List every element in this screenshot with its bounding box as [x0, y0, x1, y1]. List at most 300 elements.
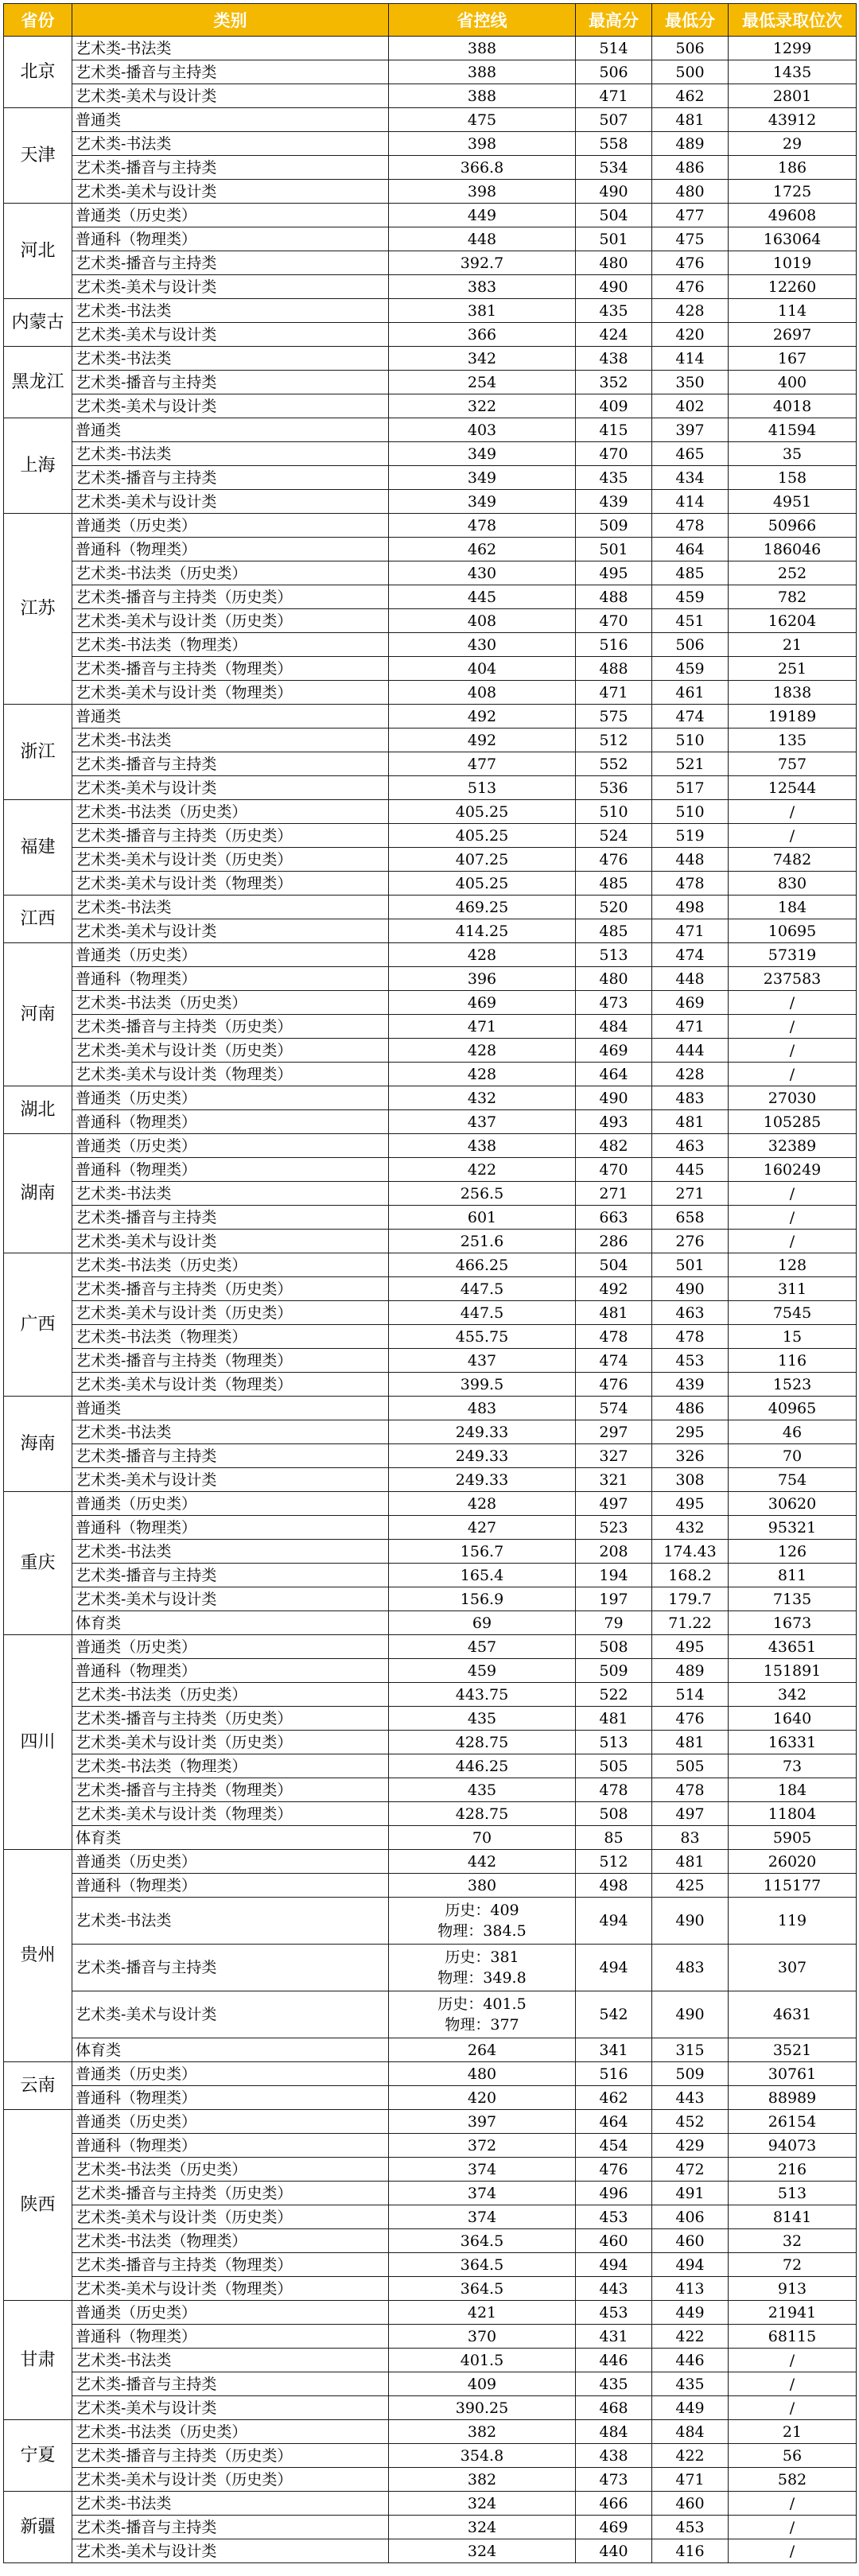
max-score-cell: 435 — [576, 2372, 652, 2396]
max-score-cell: 490 — [576, 275, 652, 299]
control-line-cell: 366.8 — [389, 156, 576, 180]
max-score-cell: 321 — [576, 1468, 652, 1492]
category-cell: 艺术类-美术与设计类 — [72, 394, 389, 418]
control-line-cell: 428.75 — [389, 1731, 576, 1754]
category-cell: 艺术类-播音与主持类（历史类） — [72, 2444, 389, 2468]
min-score-cell: 308 — [652, 1468, 729, 1492]
table-row — [4, 108, 857, 132]
control-line-cell: 422 — [389, 1158, 576, 1182]
category-cell: 艺术类-播音与主持类 — [72, 1564, 389, 1587]
control-line-cell: 409 — [389, 2372, 576, 2396]
min-rank-cell: 29 — [729, 132, 857, 156]
control-line-cell: 435 — [389, 1707, 576, 1731]
category-cell: 普通科（物理类） — [72, 1659, 389, 1683]
table-row — [4, 1253, 857, 1277]
category-cell: 艺术类-书法类（历史类） — [72, 561, 389, 585]
max-score-cell: 485 — [576, 919, 652, 943]
category-cell: 艺术类-美术与设计类（历史类） — [72, 2205, 389, 2229]
province-cell: 甘肃 — [4, 2301, 72, 2420]
control-line-cell: 513 — [389, 776, 576, 800]
table-row — [4, 848, 857, 872]
min-rank-cell: 5905 — [729, 1826, 857, 1850]
table-row — [4, 1444, 857, 1468]
category-cell: 普通类 — [72, 108, 389, 132]
category-cell: 艺术类-美术与设计类 — [72, 776, 389, 800]
control-line-cell: 374 — [389, 2205, 576, 2229]
min-rank-cell: 7545 — [729, 1301, 857, 1325]
control-line-cell: 354.8 — [389, 2444, 576, 2468]
control-line-cell: 443.75 — [389, 1683, 576, 1707]
max-score-cell: 435 — [576, 466, 652, 490]
province-cell: 湖南 — [4, 1134, 72, 1253]
max-score-cell: 208 — [576, 1540, 652, 1564]
min-score-cell: 484 — [652, 2420, 729, 2444]
max-score-cell: 495 — [576, 561, 652, 585]
table-row — [4, 2086, 857, 2110]
category-cell: 艺术类-书法类 — [72, 2492, 389, 2516]
min-score-cell: 519 — [652, 824, 729, 848]
min-score-cell: 509 — [652, 2062, 729, 2086]
table-row — [4, 633, 857, 657]
category-cell: 艺术类-书法类（历史类） — [72, 1683, 389, 1707]
max-score-cell: 509 — [576, 514, 652, 538]
control-line-cell: 156.7 — [389, 1540, 576, 1564]
min-rank-cell: 2801 — [729, 84, 857, 108]
max-score-cell: 453 — [576, 2301, 652, 2325]
min-rank-cell: 237583 — [729, 967, 857, 991]
category-cell: 艺术类-美术与设计类 — [72, 84, 389, 108]
max-score-cell: 197 — [576, 1587, 652, 1611]
min-score-cell: 478 — [652, 1325, 729, 1349]
control-line-cell: 469 — [389, 991, 576, 1015]
control-line-cell: 382 — [389, 2468, 576, 2492]
control-line-cell: 403 — [389, 418, 576, 442]
table-row — [4, 1945, 857, 1991]
min-score-cell: 432 — [652, 1516, 729, 1540]
min-score-cell: 397 — [652, 418, 729, 442]
table-row — [4, 1373, 857, 1397]
min-rank-cell: 19189 — [729, 705, 857, 729]
category-cell: 艺术类-播音与主持类（物理类） — [72, 1349, 389, 1373]
province-cell: 贵州 — [4, 1850, 72, 2062]
table-row — [4, 204, 857, 227]
control-line-cell: 408 — [389, 609, 576, 633]
category-cell: 艺术类-美术与设计类（历史类） — [72, 1301, 389, 1325]
min-score-cell: 474 — [652, 705, 729, 729]
max-score-cell: 508 — [576, 1802, 652, 1826]
max-score-cell: 194 — [576, 1564, 652, 1587]
control-line-cell: 396 — [389, 967, 576, 991]
control-line-cell: 437 — [389, 1110, 576, 1134]
min-rank-cell: / — [729, 2492, 857, 2516]
min-rank-cell: 57319 — [729, 943, 857, 967]
category-cell: 普通科（物理类） — [72, 2086, 389, 2110]
category-cell: 艺术类-书法类（物理类） — [72, 2229, 389, 2253]
max-score-cell: 498 — [576, 1874, 652, 1898]
category-cell: 普通类 — [72, 1397, 389, 1420]
category-cell: 艺术类-美术与设计类（物理类） — [72, 2277, 389, 2301]
category-cell: 普通类 — [72, 705, 389, 729]
table-row — [4, 729, 857, 752]
table-row — [4, 1063, 857, 1086]
category-cell: 艺术类-书法类 — [72, 2349, 389, 2372]
min-score-cell: 459 — [652, 585, 729, 609]
category-cell: 艺术类-美术与设计类 — [72, 1230, 389, 1253]
max-score-cell: 552 — [576, 752, 652, 776]
max-score-cell: 454 — [576, 2134, 652, 2158]
control-line-cell: 462 — [389, 538, 576, 561]
table-row — [4, 1492, 857, 1516]
category-cell: 艺术类-书法类（历史类） — [72, 800, 389, 824]
control-line-cell: 398 — [389, 132, 576, 156]
min-rank-cell: / — [729, 1230, 857, 1253]
table-row — [4, 275, 857, 299]
category-cell: 普通类（历史类） — [72, 204, 389, 227]
min-score-cell: 471 — [652, 1015, 729, 1039]
table-row — [4, 2277, 857, 2301]
min-score-cell: 413 — [652, 2277, 729, 2301]
min-score-cell: 448 — [652, 848, 729, 872]
table-row — [4, 585, 857, 609]
min-rank-cell: / — [729, 2516, 857, 2539]
table-body — [4, 37, 857, 2563]
table-row — [4, 2372, 857, 2396]
category-cell: 艺术类-书法类 — [72, 729, 389, 752]
control-line-cell: 364.5 — [389, 2277, 576, 2301]
category-cell: 艺术类-书法类（历史类） — [72, 2158, 389, 2182]
min-rank-cell: 167 — [729, 347, 857, 371]
min-score-cell: 350 — [652, 371, 729, 394]
min-rank-cell: 15 — [729, 1325, 857, 1349]
table-row — [4, 1015, 857, 1039]
min-score-cell: 490 — [652, 1991, 729, 2038]
control-line-cell: 428 — [389, 943, 576, 967]
control-line-cell: 390.25 — [389, 2396, 576, 2420]
max-score-cell: 490 — [576, 1086, 652, 1110]
control-line-cell: 459 — [389, 1659, 576, 1683]
category-cell: 艺术类-书法类 — [72, 299, 389, 323]
table-row — [4, 1134, 857, 1158]
control-line-cell: 370 — [389, 2325, 576, 2349]
control-line-cell: 264 — [389, 2038, 576, 2062]
max-score-cell: 297 — [576, 1420, 652, 1444]
category-cell: 艺术类-播音与主持类（历史类） — [72, 585, 389, 609]
table-row — [4, 2492, 857, 2516]
min-score-cell: 168.2 — [652, 1564, 729, 1587]
min-score-cell: 486 — [652, 1397, 729, 1420]
min-rank-cell: 1019 — [729, 251, 857, 275]
max-score-cell: 536 — [576, 776, 652, 800]
max-score-cell: 524 — [576, 824, 652, 848]
control-line-cell: 322 — [389, 394, 576, 418]
min-score-cell: 481 — [652, 108, 729, 132]
control-line-cell: 480 — [389, 2062, 576, 2086]
table-row — [4, 776, 857, 800]
control-line-physics: 物理：384.5 — [437, 1922, 527, 1940]
table-row — [4, 919, 857, 943]
table-row — [4, 2539, 857, 2563]
table-row — [4, 2158, 857, 2182]
min-rank-cell: / — [729, 1182, 857, 1206]
min-rank-cell: 11804 — [729, 1802, 857, 1826]
min-rank-cell: 186046 — [729, 538, 857, 561]
min-score-cell: 506 — [652, 633, 729, 657]
max-score-cell: 494 — [576, 1945, 652, 1991]
table-row — [4, 967, 857, 991]
control-line-cell: 404 — [389, 657, 576, 681]
max-score-cell: 438 — [576, 347, 652, 371]
province-cell: 天津 — [4, 108, 72, 204]
control-line-cell: 420 — [389, 2086, 576, 2110]
min-rank-cell: 30761 — [729, 2062, 857, 2086]
table-row — [4, 657, 857, 681]
min-rank-cell: 135 — [729, 729, 857, 752]
min-rank-cell: 32389 — [729, 1134, 857, 1158]
category-cell: 艺术类-美术与设计类 — [72, 1468, 389, 1492]
max-score-cell: 462 — [576, 2086, 652, 2110]
min-score-cell: 295 — [652, 1420, 729, 1444]
control-line-cell: 70 — [389, 1826, 576, 1850]
max-score-cell: 470 — [576, 1158, 652, 1182]
category-cell: 普通类（历史类） — [72, 1635, 389, 1659]
min-rank-cell: 4631 — [729, 1991, 857, 2038]
max-score-cell: 438 — [576, 2444, 652, 2468]
table-row — [4, 37, 857, 60]
min-rank-cell: 8141 — [729, 2205, 857, 2229]
min-score-cell: 452 — [652, 2110, 729, 2134]
min-rank-cell: 95321 — [729, 1516, 857, 1540]
category-cell: 普通类（历史类） — [72, 1134, 389, 1158]
min-rank-cell: / — [729, 1015, 857, 1039]
min-rank-cell: 115177 — [729, 1874, 857, 1898]
min-rank-cell: 32 — [729, 2229, 857, 2253]
max-score-cell: 424 — [576, 323, 652, 347]
control-line-cell: 380 — [389, 1874, 576, 1898]
max-score-cell: 574 — [576, 1397, 652, 1420]
min-score-cell: 83 — [652, 1826, 729, 1850]
min-score-cell: 174.43 — [652, 1540, 729, 1564]
category-cell: 普通类（历史类） — [72, 943, 389, 967]
province-cell: 江西 — [4, 896, 72, 943]
min-score-cell: 476 — [652, 275, 729, 299]
category-cell: 艺术类-播音与主持类（历史类） — [72, 824, 389, 848]
min-score-cell: 517 — [652, 776, 729, 800]
min-score-cell: 428 — [652, 1063, 729, 1086]
table-row — [4, 538, 857, 561]
category-cell: 艺术类-播音与主持类（物理类） — [72, 2253, 389, 2277]
min-rank-cell: / — [729, 800, 857, 824]
table-row — [4, 1349, 857, 1373]
min-rank-cell: 163064 — [729, 227, 857, 251]
min-score-cell: 414 — [652, 490, 729, 514]
table-row — [4, 1182, 857, 1206]
table-row — [4, 2468, 857, 2492]
category-cell: 艺术类-播音与主持类 — [72, 60, 389, 84]
max-score-cell: 439 — [576, 490, 652, 514]
min-rank-cell: 184 — [729, 896, 857, 919]
min-rank-cell: 4018 — [729, 394, 857, 418]
table-row — [4, 800, 857, 824]
control-line-cell: 401.5 — [389, 2349, 576, 2372]
min-rank-cell: 10695 — [729, 919, 857, 943]
control-line-cell: 414.25 — [389, 919, 576, 943]
table-row — [4, 1898, 857, 1945]
min-score-cell: 459 — [652, 657, 729, 681]
table-row — [4, 2516, 857, 2539]
min-rank-cell: / — [729, 991, 857, 1015]
control-line-cell: 405.25 — [389, 824, 576, 848]
max-score-cell: 415 — [576, 418, 652, 442]
control-line-cell: 374 — [389, 2158, 576, 2182]
table-row — [4, 2253, 857, 2277]
max-score-cell: 523 — [576, 1516, 652, 1540]
admission-score-table — [3, 3, 857, 2563]
category-cell: 艺术类-书法类 — [72, 1540, 389, 1564]
min-score-cell: 481 — [652, 1731, 729, 1754]
min-score-cell: 315 — [652, 2038, 729, 2062]
max-score-cell: 496 — [576, 2182, 652, 2205]
control-line-cell: 388 — [389, 60, 576, 84]
min-score-cell: 506 — [652, 37, 729, 60]
category-cell: 体育类 — [72, 2038, 389, 2062]
min-score-cell: 439 — [652, 1373, 729, 1397]
max-score-cell: 352 — [576, 371, 652, 394]
table-row — [4, 323, 857, 347]
table-row — [4, 2134, 857, 2158]
table-row — [4, 1158, 857, 1182]
min-score-cell: 463 — [652, 1301, 729, 1325]
min-rank-cell: 158 — [729, 466, 857, 490]
max-score-cell: 478 — [576, 1778, 652, 1802]
max-score-cell: 507 — [576, 108, 652, 132]
max-score-cell: 435 — [576, 299, 652, 323]
category-cell: 艺术类-美术与设计类 — [72, 1991, 389, 2038]
max-score-cell: 663 — [576, 1206, 652, 1230]
min-score-cell: 501 — [652, 1253, 729, 1277]
table-row — [4, 752, 857, 776]
category-cell: 艺术类-美术与设计类 — [72, 323, 389, 347]
min-score-cell: 500 — [652, 60, 729, 84]
control-line-cell: 428.75 — [389, 1802, 576, 1826]
min-rank-cell: 4951 — [729, 490, 857, 514]
table-row — [4, 705, 857, 729]
max-score-cell: 466 — [576, 2492, 652, 2516]
max-score-cell: 473 — [576, 991, 652, 1015]
max-score-cell: 509 — [576, 1659, 652, 1683]
table-row — [4, 1086, 857, 1110]
control-line-cell: 466.25 — [389, 1253, 576, 1277]
min-rank-cell: / — [729, 1206, 857, 1230]
control-line-cell: 324 — [389, 2492, 576, 2516]
max-score-cell: 512 — [576, 729, 652, 752]
max-score-cell: 488 — [576, 585, 652, 609]
category-cell: 普通类（历史类） — [72, 1086, 389, 1110]
table-row — [4, 1778, 857, 1802]
category-cell: 艺术类-美术与设计类（历史类） — [72, 1731, 389, 1754]
category-cell: 艺术类-书法类 — [72, 1182, 389, 1206]
min-rank-cell: 73 — [729, 1754, 857, 1778]
min-score-cell: 406 — [652, 2205, 729, 2229]
category-cell: 艺术类-播音与主持类 — [72, 752, 389, 776]
min-rank-cell: 43651 — [729, 1635, 857, 1659]
table-row — [4, 561, 857, 585]
min-score-cell: 476 — [652, 1707, 729, 1731]
table-row — [4, 60, 857, 84]
table-row — [4, 347, 857, 371]
max-score-cell: 481 — [576, 1301, 652, 1325]
min-rank-cell: 26154 — [729, 2110, 857, 2134]
min-score-cell: 462 — [652, 84, 729, 108]
min-score-cell: 445 — [652, 1158, 729, 1182]
min-score-cell: 402 — [652, 394, 729, 418]
table-row — [4, 2349, 857, 2372]
max-score-cell: 493 — [576, 1110, 652, 1134]
min-score-cell: 486 — [652, 156, 729, 180]
min-rank-cell: 105285 — [729, 1110, 857, 1134]
min-rank-cell: 35 — [729, 442, 857, 466]
min-rank-cell: 186 — [729, 156, 857, 180]
min-rank-cell: 184 — [729, 1778, 857, 1802]
province-cell: 河南 — [4, 943, 72, 1086]
control-line-physics: 物理：377 — [445, 2016, 519, 2034]
min-score-cell: 435 — [652, 2372, 729, 2396]
min-rank-cell: 342 — [729, 1683, 857, 1707]
category-cell: 艺术类-书法类（历史类） — [72, 1253, 389, 1277]
min-rank-cell: 160249 — [729, 1158, 857, 1182]
table-row — [4, 371, 857, 394]
category-cell: 艺术类-美术与设计类（物理类） — [72, 1373, 389, 1397]
table-row — [4, 418, 857, 442]
category-cell: 艺术类-美术与设计类 — [72, 1587, 389, 1611]
min-score-cell: 453 — [652, 1349, 729, 1373]
control-line-cell: 427 — [389, 1516, 576, 1540]
min-rank-cell: 400 — [729, 371, 857, 394]
category-cell: 艺术类-美术与设计类 — [72, 180, 389, 204]
min-rank-cell: 72 — [729, 2253, 857, 2277]
table-row — [4, 1206, 857, 1230]
table-row — [4, 2420, 857, 2444]
province-cell: 福建 — [4, 800, 72, 896]
min-score-cell: 414 — [652, 347, 729, 371]
control-line-cell: 435 — [389, 1778, 576, 1802]
min-rank-cell: / — [729, 2372, 857, 2396]
table-row — [4, 2301, 857, 2325]
category-cell: 普通类（历史类） — [72, 2110, 389, 2134]
control-line-cell: 249.33 — [389, 1420, 576, 1444]
table-row — [4, 991, 857, 1015]
min-score-cell: 276 — [652, 1230, 729, 1253]
table-row — [4, 84, 857, 108]
category-cell: 普通科（物理类） — [72, 1874, 389, 1898]
max-score-cell: 534 — [576, 156, 652, 180]
min-score-cell: 510 — [652, 729, 729, 752]
table-row — [4, 1850, 857, 1874]
table-row — [4, 1420, 857, 1444]
max-score-cell: 504 — [576, 1253, 652, 1277]
category-cell: 艺术类-播音与主持类（物理类） — [72, 657, 389, 681]
min-score-cell: 463 — [652, 1134, 729, 1158]
table-row — [4, 1659, 857, 1683]
max-score-cell: 476 — [576, 2158, 652, 2182]
control-line-cell: 405.25 — [389, 800, 576, 824]
min-rank-cell: 50966 — [729, 514, 857, 538]
control-line-cell: 432 — [389, 1086, 576, 1110]
category-cell: 艺术类-播音与主持类 — [72, 2516, 389, 2539]
category-cell: 艺术类-书法类（历史类） — [72, 2420, 389, 2444]
max-score-cell: 510 — [576, 800, 652, 824]
min-rank-cell: 116 — [729, 1349, 857, 1373]
min-rank-cell: 252 — [729, 561, 857, 585]
